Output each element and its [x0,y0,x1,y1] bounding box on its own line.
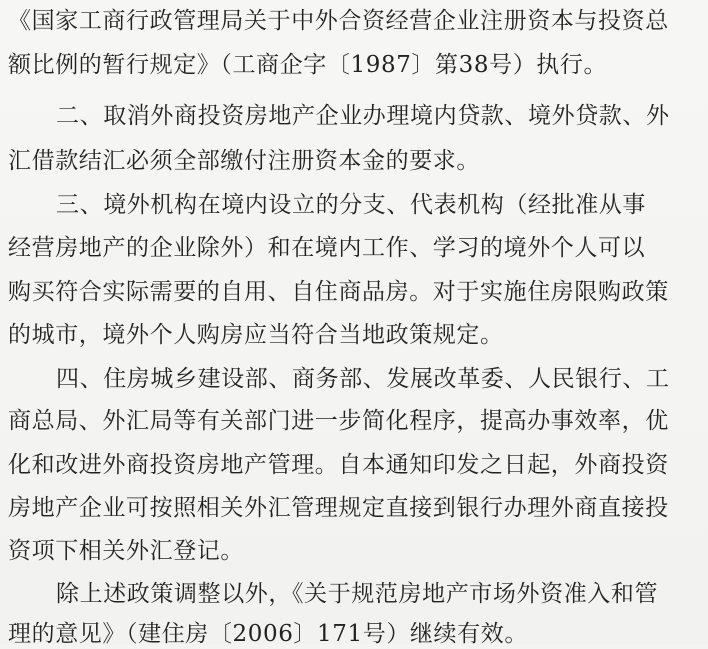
text-line: 资项下相关外汇登记。 [8,538,244,564]
text-line: 《国家工商行政管理局关于中外合资经营企业注册资本与投资总 [8,8,669,34]
text-line: 经营房地产的企业除外）和在境内工作、学习的境外个人可以 [8,235,646,261]
text-line: 购买符合实际需要的自用、自住商品房。对于实施住房限购政策 [8,279,669,305]
text-line: 除上述政策调整以外，《关于规范房地产市场外资准入和管 [56,581,659,607]
text-line: 理的意见》（建住房〔2006〕171号）继续有效。 [8,621,528,647]
text-line: 额比例的暂行规定》（工商企字〔1987〕第38号）执行。 [8,52,608,78]
text-line: 化和改进外商投资房地产管理。自本通知印发之日起，外商投资 [8,452,669,478]
text-line: 四、住房城乡建设部、商务部、发展改革委、人民银行、工 [56,366,670,392]
text-line: 三、境外机构在境内设立的分支、代表机构（经批准从事 [56,192,646,218]
text-line: 汇借款结汇必须全部缴付注册资本金的要求。 [8,148,480,174]
text-line: 的城市，境外个人购房应当符合当地政策规定。 [8,322,504,348]
text-line: 商总局、外汇局等有关部门进一步简化程序，提高办事效率，优 [8,408,669,434]
text-line: 房地产企业可按照相关外汇管理规定直接到银行办理外商直接投 [8,495,669,521]
text-line: 二、取消外商投资房地产企业办理境内贷款、境外贷款、外 [56,103,670,129]
